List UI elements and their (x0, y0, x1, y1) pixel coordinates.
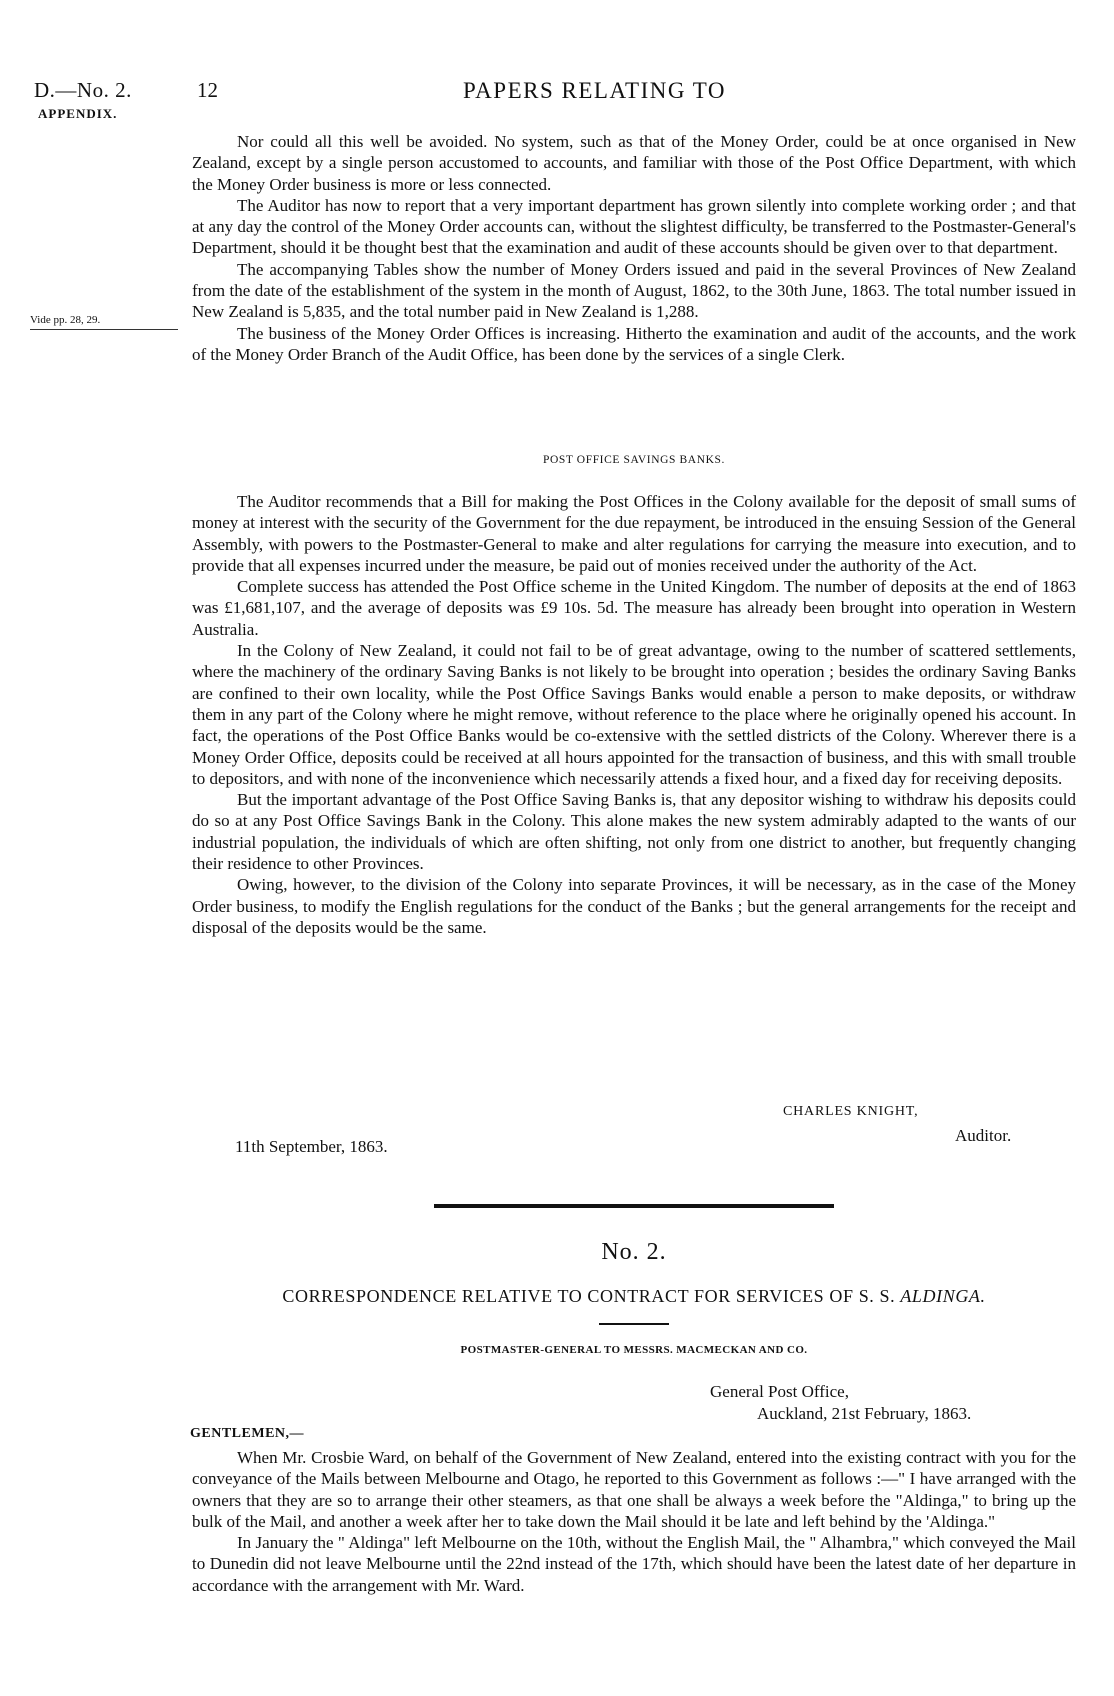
running-title: PAPERS RELATING TO (463, 78, 727, 103)
appendix-label: APPENDIX. (38, 106, 118, 121)
intro-section (192, 131, 1076, 365)
savings-section (192, 491, 1076, 938)
signatory-name: CHARLES KNIGHT, (783, 1104, 919, 1119)
page-number: 12 (197, 78, 218, 102)
savings-paragraph: In the Colony of New Zealand, it could not fail to be of great advantage, owing to the number of scattered settlements, where the machinery of the ordinary Saving Banks is not likely to be brought into operation ; besides the ordinary Saving Banks are confined to their own locality, while the Post Office Savings Banks would enable a person to make deposits, or withdraw them in any part of the Colony where he might remove, without reference to the place where he originally opened his account. In fact, the operations of the Post Office Banks would be co-extensive with the settled districts of the Colony. Wherever there is a Money Order Office, deposits could be received at all hours appointed for the transaction of business, and this with small trouble to depositors, and with none of the inconvenience which necessarily attends a fixed hour, and a fixed day for receiving deposits. (192, 641, 1076, 788)
signatory-role: Auditor. (955, 1126, 1012, 1145)
savings-paragraph: Complete success has attended the Post Office scheme in the United Kingdom. The number of deposits at the end of 1863 was £1,681,107, and the average of deposits was £9 10s. 5d. The measure has already been brought into operation in Western Australia. (192, 577, 1076, 639)
ship-name: ALDINGA. (900, 1286, 986, 1306)
section-divider (434, 1204, 834, 1208)
correspondence-title (192, 1286, 1076, 1307)
intro-paragraph: The business of the Money Order Offices is increasing. Hitherto the examination and audit of the accounts, and the work of the Money Order Branch of the Audit Office, has been done by the services of a single Clerk. (192, 323, 1076, 364)
address-date-line: Auckland, 21st February, 1863. (757, 1404, 972, 1423)
title-rule (599, 1323, 669, 1325)
intro-paragraph: The accompanying Tables show the number of Money Orders issued and paid in the several Provinces of New Zealand from the date of the establishment of the system in the month of August, 1862, to the 30th June, 1863. The total number issued in New Zealand is 5,835, and the total number paid in New Zealand is 1,288. (192, 259, 1076, 322)
intro-paragraph: The Auditor has now to report that a very important department has grown silently into complete working order ; and that at any day the control of the Money Order accounts can, without the slightest difficulty, be transferred to the Postmaster-General's Department, should it be thought best that the examination and audit of these accounts should be given over to that department. (192, 195, 1076, 258)
savings-banks-heading: POST OFFICE SAVINGS BANKS. (543, 454, 725, 466)
report-date: 11th September, 1863. (235, 1137, 388, 1156)
correspondence-title-text: CORRESPONDENCE RELATIVE TO CONTRACT FOR SERVICES OF S. S. (282, 1286, 896, 1306)
letter-heading: POSTMASTER-GENERAL TO MESSRS. MACMECKAN AND CO. (460, 1344, 808, 1356)
letter-paragraph: In January the " Aldinga" left Melbourne on the 10th, without the English Mail, the " Alhambra," which conveyed the Mail to Dunedin did not leave Melbourne until the 22nd instead of the 17th, which should have been the latest date of her departure in accordance with the arrangement with Mr. Ward. (192, 1533, 1076, 1595)
intro-paragraph: Nor could all this well be avoided. No system, such as that of the Money Order, could be at once organised in New Zealand, except by a single person accustomed to accounts, and familiar with those of the Post Office Department, with which the Money Order business is more or less connected. (192, 132, 1076, 194)
letter-paragraph: When Mr. Crosbie Ward, on behalf of the Government of New Zealand, entered into the existing contract with you for the conveyance of the Mails between Melbourne and Otago, he reported to this Government as follows :—" I have arranged with the owners that they are so to arrange their other steamers, as that one shall be always a week before the "Aldinga," to bring up the bulk of the Mail, and another a week after her to take down the Mail should it be late and left behind by the 'Aldinga." (192, 1448, 1076, 1531)
letter-body (192, 1447, 1076, 1596)
savings-paragraph: Owing, however, to the division of the Colony into separate Provinces, it will be necessary, as in the case of the Money Order business, to modify the English regulations for the conduct of the Banks ; but the general arrangements for the receipt and disposal of the deposits would be the same. (192, 875, 1076, 937)
section-number: No. 2. (601, 1239, 667, 1265)
savings-paragraph: The Auditor recommends that a Bill for making the Post Offices in the Colony available for the deposit of small sums of money at interest with the security of the Government for the due repayment, be introduced in the ensuing Session of the General Assembly, with powers to the Postmaster-General to make and alter regulations for carrying the measure into execution, and to provide that all expenses incurred under the measure, be paid out of monies received under the authority of the Act. (192, 492, 1076, 575)
salutation: GENTLEMEN,— (190, 1426, 305, 1441)
address-line: General Post Office, (710, 1382, 849, 1401)
document-reference: D.—No. 2. (34, 78, 132, 102)
margin-rule (30, 329, 178, 330)
savings-paragraph: But the important advantage of the Post Office Saving Banks is, that any depositor wishing to withdraw his deposits could do so at any Post Office Savings Bank in the Colony. This alone makes the new system admirably adapted to the wants of our industrial population, the individuals of which are often shifting, not only from one district to another, but frequently changing their residence to other Provinces. (192, 790, 1076, 874)
margin-note: Vide pp. 28, 29. (30, 314, 101, 326)
